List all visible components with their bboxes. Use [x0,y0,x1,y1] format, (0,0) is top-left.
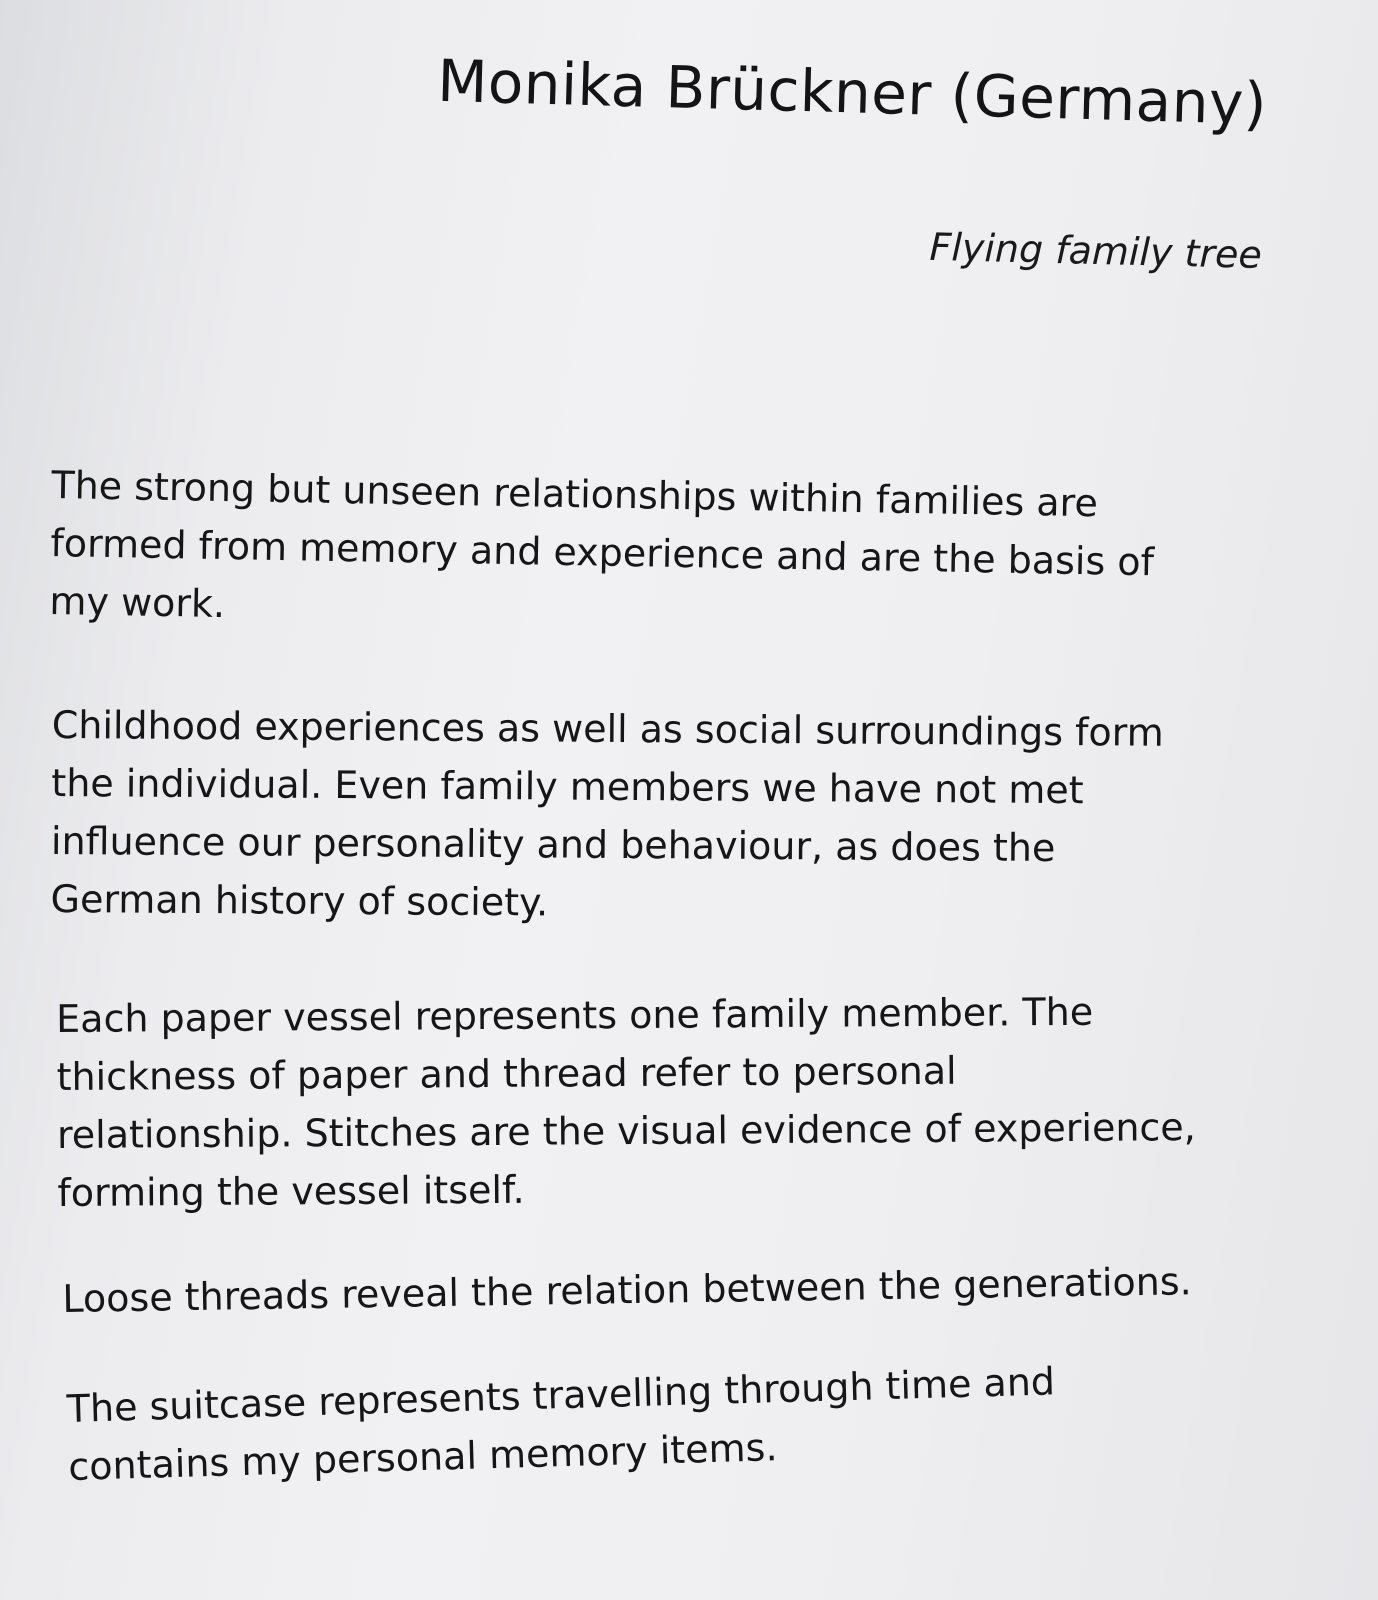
paragraph-paper-vessel: Each paper vessel represents one family member. The thickness of paper and thread refer to personal relationship. Stitches are the visual evidence of experience, forming the vessel itself. [56,989,1196,1215]
paragraph-relationships: The strong but unseen relationships within families are formed from memory and experience and are the basis of my work. [49,462,1155,627]
artist-heading: Monika Brückner (Germany) [436,46,1268,138]
paragraph-suitcase: The suitcase represents travelling through time and contains my personal memory items. [66,1359,1056,1489]
paragraph-childhood: Childhood experiences as well as social surroundings form the individual. Even family members we have not met influence our personality and behaviour, as does the German history of society. [50,702,1164,925]
paragraph-loose-threads: Loose threads reveal the relation between the generations. [62,1259,1193,1321]
artwork-title: Flying family tree [928,224,1262,277]
